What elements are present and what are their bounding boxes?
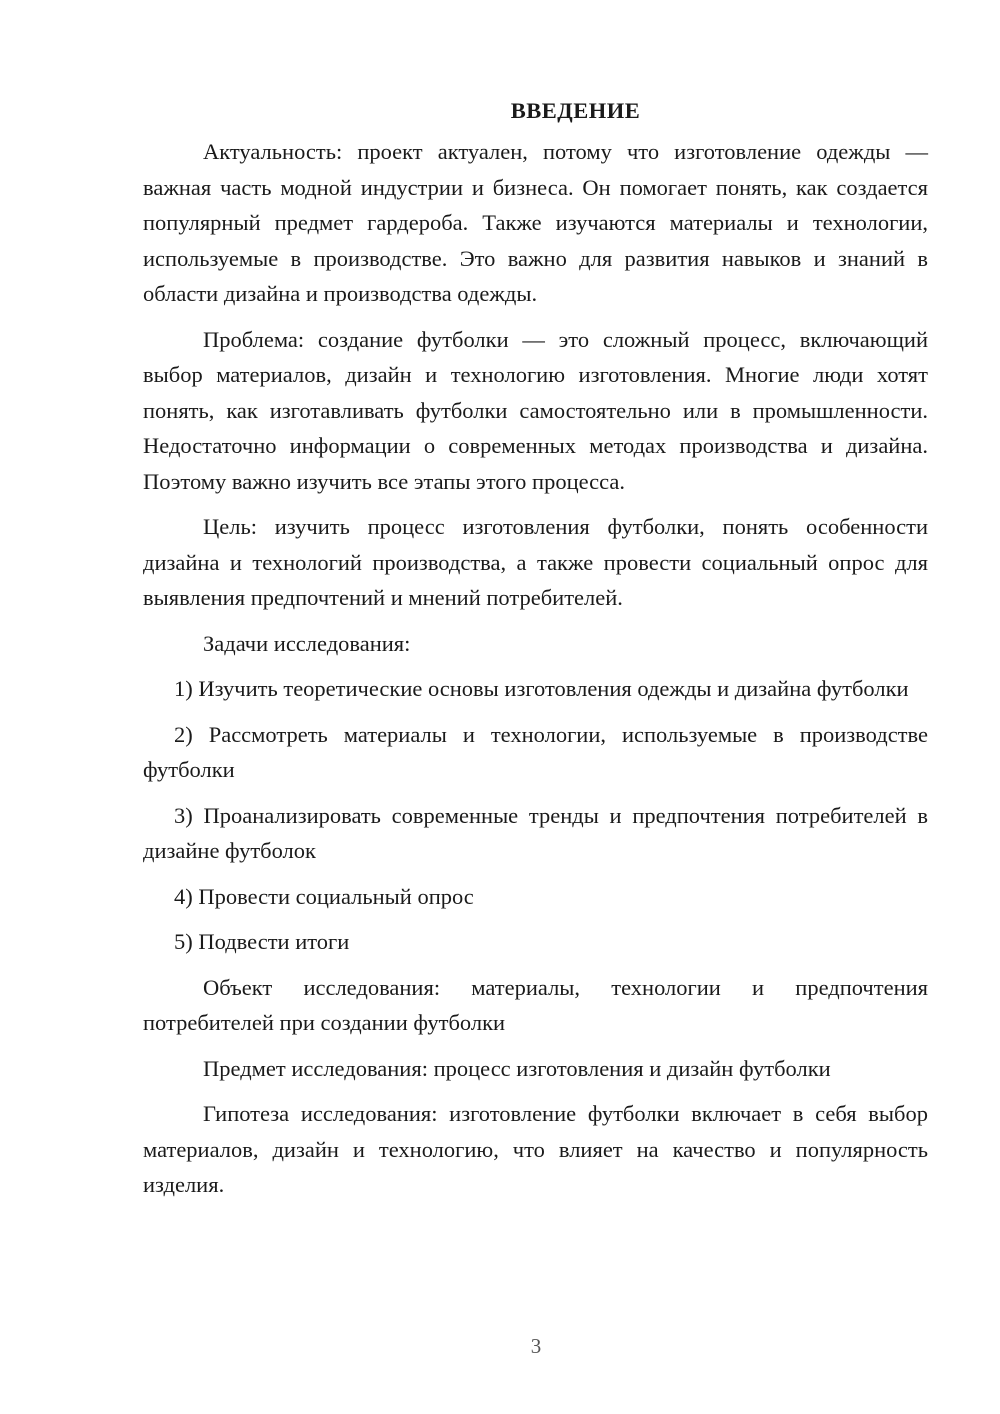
page-number: 3 [530, 1334, 542, 1358]
subject-paragraph: Предмет исследования: процесс изготовления и дизайн футболки [203, 1055, 831, 1081]
tasks-heading: Задачи исследования: [203, 630, 411, 656]
task-item: 1) Изучить теоретические основы изготовления одежды и дизайна футболки [174, 676, 909, 701]
relevance-paragraph: Актуальность: проект актуален, потому что изготовление одежды — важная часть модной индустрии и бизнеса. Он помогает понять, как создается популярный предмет гардероба. Также изучаются материалы и технологии, используемые в производстве. Это важно для развития навыков и знаний в области дизайна и производства одежды. [143, 139, 928, 306]
hypothesis-paragraph: Гипотеза исследования: изготовление футболки включает в себя выбор материалов, дизайн и технологию, что влияет на качество и популярность изделия. [143, 1101, 928, 1197]
page-title: ВВЕДЕНИЕ [510, 98, 641, 123]
problem-paragraph: Проблема: создание футболки — это сложный процесс, включающий выбор материалов, дизайн и технологию изготовления. Многие люди хотят понять, как изготавливать футболки самостоятельно или в промышленности. Недостаточно информации о современных методах производства и дизайна. Поэтому важно изучить все этапы этого процесса. [143, 326, 928, 494]
task-item: 4) Провести социальный опрос [174, 883, 474, 909]
document-page [143, 96, 928, 1213]
task-item: 2) Рассмотреть материалы и технологии, используемые в производстве футболки [143, 721, 928, 782]
task-item: 3) Проанализировать современные тренды и предпочтения потребителей в дизайне футболок [143, 802, 928, 863]
object-paragraph: Объект исследования: материалы, технологии и предпочтения потребителей при создании футболки [143, 974, 928, 1035]
goal-paragraph: Цель: изучить процесс изготовления футболки, понять особенности дизайна и технологий производства, а также провести социальный опрос для выявления предпочтений и мнений потребителей. [143, 514, 928, 610]
task-item: 5) Подвести итоги [174, 929, 350, 954]
